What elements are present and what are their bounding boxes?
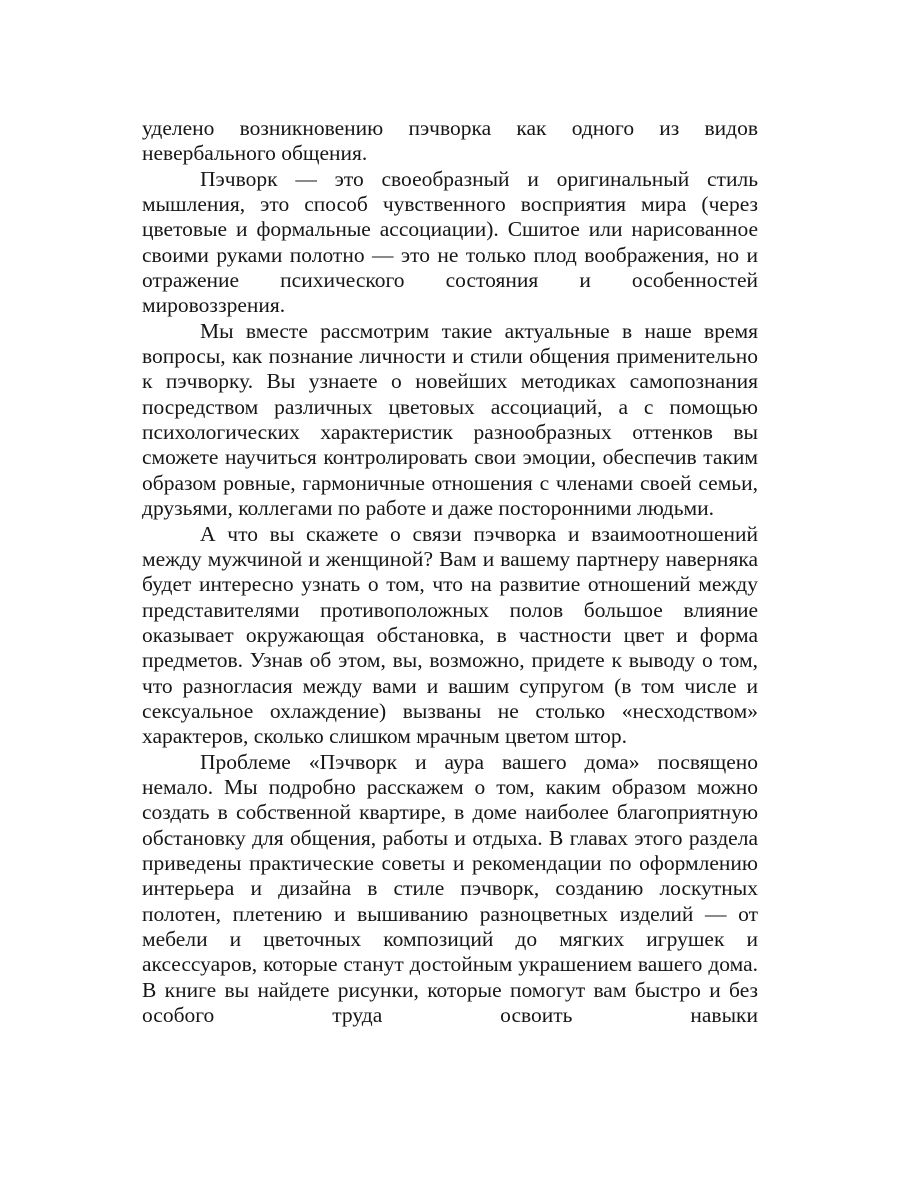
body-text [142,116,758,1028]
paragraph-relationships: А что вы скажете о связи пэчворка и взаимоотношений между мужчиной и женщиной? Вам и вашему партнеру наверняка будет интересно узнать о том, что на развитие отношений между представителями противоположных полов большое влияние оказывает окружающая обстановка, в частности цвет и форма предметов. Узнав об этом, вы, возможно, придете к выводу о том, что разногласия между вами и вашим супругом (в том числе и сексуальное охлаждение) вызваны не столько «несходством» характеров, сколько слишком мрачным цветом штор. [142,521,758,749]
paragraph-continuation: уделено возникновению пэчворка как одного из видов невербального общения. [142,116,758,166]
paragraph-home-aura: Проблеме «Пэчворк и аура вашего дома» посвящено немало. Мы подробно расскажем о том, каким образом можно создать в собственной квартире, в доме наиболее благоприятную обстановку для общения, работы и отдыха. В главах этого раздела приведены практические советы и рекомендации по оформлению интерьера и дизайна в стиле пэчворк, созданию лоскутных полотен, плетению и вышиванию разноцветных изделий — от мебели и цветочных композиций до мягких игрушек и аксессуаров, которые станут достойным украшением вашего дома. В книге вы найдете рисунки, которые помогут вам быстро и без особого труда освоить навыки [142,749,758,1028]
paragraph-personality-communication: Мы вместе рассмотрим такие актуальные в наше время вопросы, как познание личности и стили общения применительно к пэчворку. Вы узнаете о новейших методиках самопознания посредством различных цветовых ассоциаций, а с помощью психологических характеристик разнообразных оттенков вы сможете научиться контролировать свои эмоции, обеспечив таким образом ровные, гармоничные отношения с членами своей семьи, друзьями, коллегами по работе и даже посторонними людьми. [142,318,758,521]
paragraph-patchwork-definition: Пэчворк — это своеобразный и оригинальный стиль мышления, это способ чувственного восприятия мира (через цветовые и формальные ассоциации). Сшитое или нарисованное своими руками полотно — это не только плод воображения, но и отражение психического состояния и особенностей мировоззрения. [142,166,758,318]
